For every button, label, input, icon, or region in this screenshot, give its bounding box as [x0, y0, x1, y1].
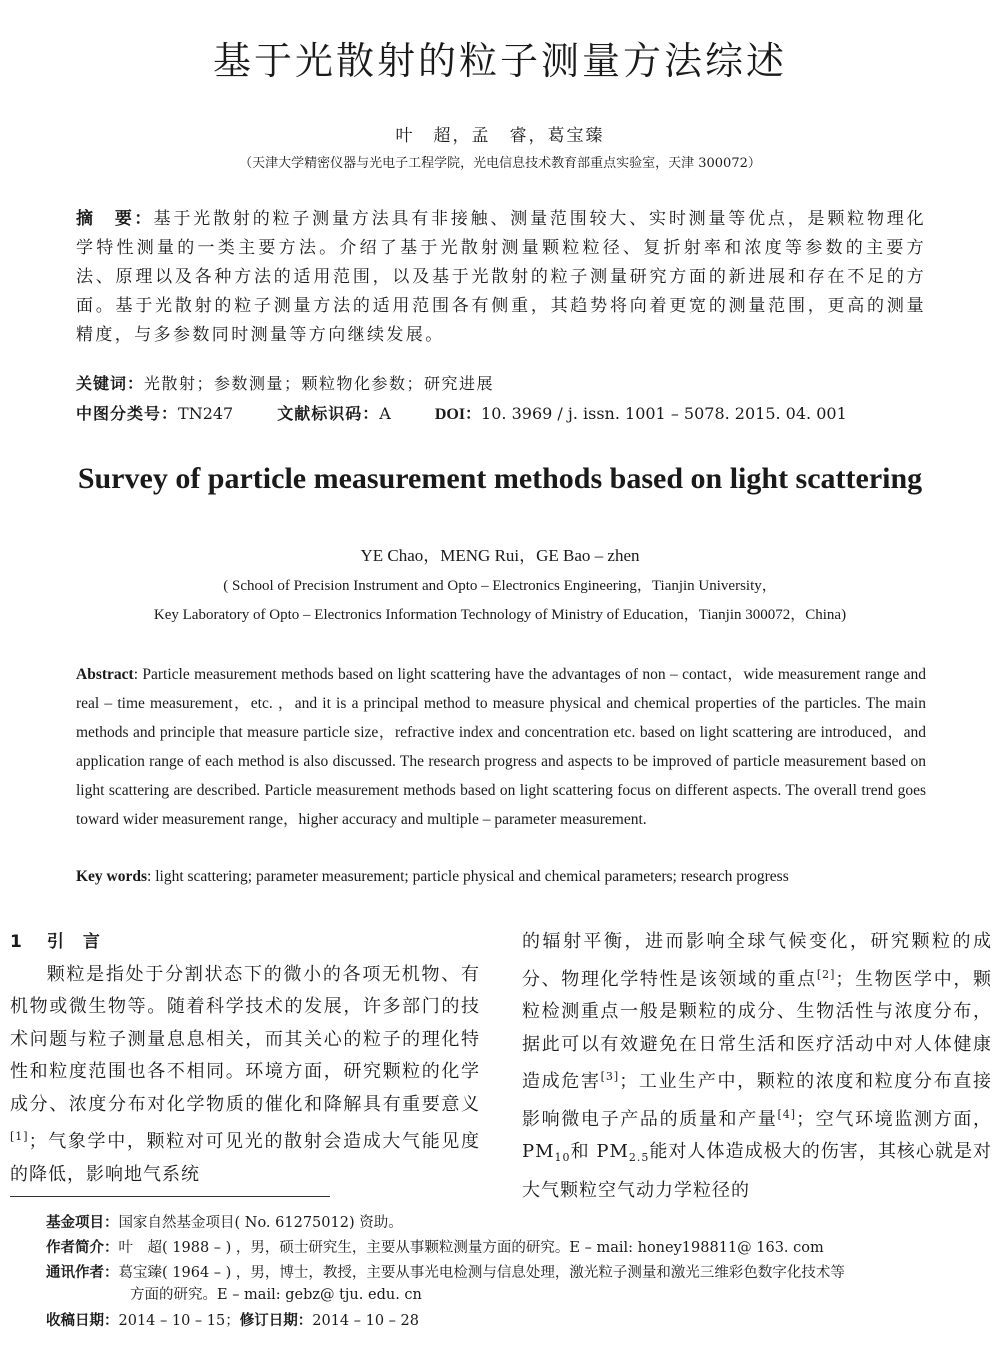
keywords-en-text: : light scattering; parameter measurement; particle physical and chemical parameters; research progress [147, 868, 789, 885]
citation-ref-2: [2] [816, 967, 836, 981]
intro-text-4: ；生物医学中，颗粒检测重点一般是颗粒的成分、生物活性与浓度分布，据此可以有效避免在日常生活和医疗活动中对人体健康造成危害 [522, 968, 993, 1092]
keywords-en [76, 862, 936, 891]
section-number: 1 [10, 932, 23, 952]
authors-cn: 叶 超，孟 睿，葛宝臻 [395, 126, 605, 146]
corresponding-label: 通讯作者： [46, 1265, 119, 1281]
author-bio-text: 叶 超( 1988 – ) ，男，硕士研究生，主要从事颗粒测量方面的研究。E – mail: honey198811@ 163. com [118, 1240, 824, 1256]
citation-ref-4: [4] [777, 1107, 797, 1121]
citation-ref-1: [1] [10, 1130, 29, 1143]
body-column-left [10, 926, 480, 1191]
intro-text-7: 和 PM [570, 1141, 629, 1162]
abstract-en-label: Abstract [76, 666, 134, 683]
doi-value: 10. 3969 / j. issn. 1001 – 5078. 2015. 04. 001 [481, 404, 847, 423]
affiliation-cn: （天津大学精密仪器与光电子工程学院，光电信息技术教育部重点实验室，天津 300072） [239, 156, 761, 171]
abstract-en-text: : Particle measurement methods based on light scattering have the advantages of non – contact，wide measurement range and real – time measurement，etc. ，and it is a principal method to measure physical and chemical properties of the particles. The main methods and principle that measure particle size，refractive index and concentration etc. based on light scattering are introduced，and application range of each method is also discussed. The research progress and aspects to be improved of particle measurement based on light scattering are described. Particle measurement methods based on light scattering focus on different aspects. The overall trend goes toward wider measurement range，higher accuracy and multiple – parameter measurement. [76, 666, 926, 828]
affiliation-en-line-1: ( School of Precision Instrument and Opto – Electronics Engineering，Tianjin University， [223, 578, 777, 594]
intro-text-8: 能对人体造成极大的伤害，其核心就是对大气颗粒空气动力学粒径的 [522, 1141, 993, 1201]
intro-text-5: ；工业生产中，颗粒的浓度和粒度分布直接影响微电子产品的质量和产量 [522, 1071, 993, 1130]
doc-code-value: A [379, 404, 391, 423]
received-value: 2014 – 10 – 15； [118, 1313, 240, 1329]
doi-label: DOI： [434, 406, 482, 423]
authors-en: YE Chao，MENG Rui，GE Bao – zhen [360, 546, 640, 565]
revised-label: 修订日期： [239, 1313, 313, 1329]
keywords-cn-text: 光散射；参数测量；颗粒物化参数；研究进展 [144, 374, 495, 393]
pm25-subscript: 2.5 [628, 1151, 650, 1164]
intro-text-2: ；气象学中，颗粒对可见光的散射会造成大气能见度的降低，影响地气系统 [10, 1131, 480, 1185]
fund-text: 国家自然基金项目( No. 61275012) 资助。 [118, 1215, 403, 1231]
class-label: 中图分类号： [76, 404, 179, 423]
section-heading [10, 926, 480, 959]
abstract-cn-label: 摘 要： [76, 209, 154, 229]
author-bio-label: 作者简介： [46, 1240, 119, 1256]
affiliation-en-line-2: Key Laboratory of Opto – Electronics Information Technology of Ministry of Education，Tianjin 300072，China) [153, 607, 847, 623]
intro-text-1: 颗粒是指处于分割状态下的微小的各项无机物、有机物或微生物等。随着科学技术的发展，许多部门的技术问题与粒子测量息息相关，而其关心的粒子的理化特性和粒度范围也各不相同。环境方面，研究颗粒的化学成分、浓度分布对化学物质的催化和降解具有重要意义 [10, 963, 480, 1115]
intro-text-3: 的辐射平衡，进而影响全球气候变化，研究颗粒的成分、物理化学特性是该领域的重点 [522, 931, 992, 990]
doc-code-label: 文献标识码： [277, 404, 380, 423]
citation-ref-3: [3] [600, 1070, 620, 1083]
keywords-cn [76, 370, 936, 398]
corresponding-text-2: 方面的研究。E – mail: gebz@ tju. edu. cn [130, 1287, 422, 1303]
footnote-author [46, 1237, 996, 1259]
affiliation-en [0, 572, 1000, 630]
intro-paragraph-left [10, 959, 480, 1192]
fund-label: 基金项目： [46, 1215, 119, 1231]
abstract-cn-text: 基于光散射的粒子测量方法具有非接触、测量范围较大、实时测量等优点，是颗粒物理化学特性测量的一类主要方法。介绍了基于光散射测量颗粒粒径、复折射率和浓度等参数的主要方法、原理以及各种方法的适用范围，以及基于光散射的粒子测量研究方面的新进展和存在不足的方面。基于光散射的粒子测量方法的适用范围各有侧重，其趋势将向着更宽的测量范围，更高的测量精度，与多参数同时测量等方向继续发展。 [76, 209, 926, 345]
paper-title-en: Survey of particle measurement methods based on light scattering [77, 462, 923, 495]
intro-text-6: ；空气环境监测方面，PM [522, 1108, 993, 1162]
abstract-en [76, 660, 926, 834]
paper-title-cn: 基于光散射的粒子测量方法综述 [212, 39, 787, 83]
received-label: 收稿日期： [46, 1313, 119, 1329]
keywords-en-label: Key words [76, 868, 148, 885]
keywords-cn-label: 关键词： [76, 374, 145, 393]
class-value: TN247 [178, 404, 234, 423]
footnote-divider [10, 1196, 330, 1197]
revised-value: 2014 – 10 – 28 [312, 1313, 419, 1329]
body-column-right [522, 926, 992, 1207]
abstract-cn [76, 205, 926, 350]
footnote-fund [46, 1212, 996, 1234]
corresponding-text-1: 葛宝臻( 1964 – ) ，男，博士，教授，主要从事光电检测与信息处理，激光粒子测量和激光三维彩色数字化技术等 [118, 1265, 845, 1281]
pm10-subscript: 10 [554, 1151, 571, 1164]
classification-line [76, 400, 956, 429]
section-title: 引 言 [46, 932, 101, 952]
footnote-dates [46, 1310, 996, 1332]
footnote-corresponding [46, 1262, 996, 1306]
